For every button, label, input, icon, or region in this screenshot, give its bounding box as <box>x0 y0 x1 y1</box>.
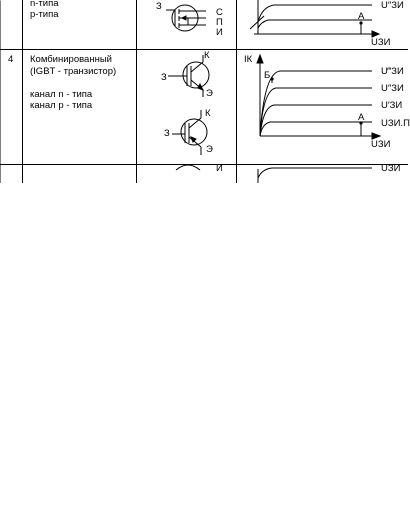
row3-drain-label: С <box>216 7 223 18</box>
row4-type-line-1: Комбинированный <box>30 54 112 65</box>
row5-symbol-label: И <box>216 163 223 174</box>
row3-axis-x-label: UЗИ <box>371 37 391 48</box>
row4-n-gate-label: З <box>161 72 167 83</box>
row4-channel-n: канал n - типа <box>30 89 93 100</box>
row4-n-collector-label: К <box>204 50 210 61</box>
row4-axis-y-label: IК <box>244 54 253 65</box>
row4-curve3-label: U′ЗИ <box>381 100 403 111</box>
row4-igbt-symbol-n <box>168 55 209 97</box>
row5-fragment <box>176 165 372 183</box>
row3-source-label: И <box>216 27 223 38</box>
row4-p-collector-label: К <box>205 108 211 119</box>
row4-curve2-label: U″ЗИ <box>381 83 404 94</box>
row4-number: 4 <box>8 54 14 65</box>
document-table <box>0 0 410 183</box>
row3-curve-label: U″ЗИ <box>381 0 404 11</box>
row5-curve-label: UЗИ <box>381 163 401 174</box>
row3-sub-label: П <box>216 17 223 28</box>
row4-igbt-symbol-p <box>172 110 207 155</box>
row4-n-emitter-label: Э <box>206 88 213 99</box>
row4-point-b-label: Б <box>264 70 271 81</box>
row4-curve1-label: U‴ЗИ <box>381 66 404 77</box>
row4-axis-x-label: UЗИ <box>371 139 391 150</box>
row4-chart <box>257 55 380 139</box>
row4-type-line-2: (IGBT - транзистор) <box>30 66 117 77</box>
row4-p-gate-label: З <box>164 128 170 139</box>
row3-type-line-1: n-типа <box>30 0 59 9</box>
row4-p-emitter-label: Э <box>206 144 213 155</box>
row3-mosfet-symbol <box>166 5 206 31</box>
row3-gate-label: З <box>156 1 162 12</box>
row4-point-a-label: А <box>358 112 365 123</box>
row4-point-b <box>270 77 273 80</box>
row3-type-line-2: р-типа <box>30 9 59 20</box>
row4-channel-p: канал р - типа <box>30 100 93 111</box>
row3-point-a-label: А <box>358 11 365 22</box>
row4-curve4-label: UЗИ.П <box>381 118 410 129</box>
